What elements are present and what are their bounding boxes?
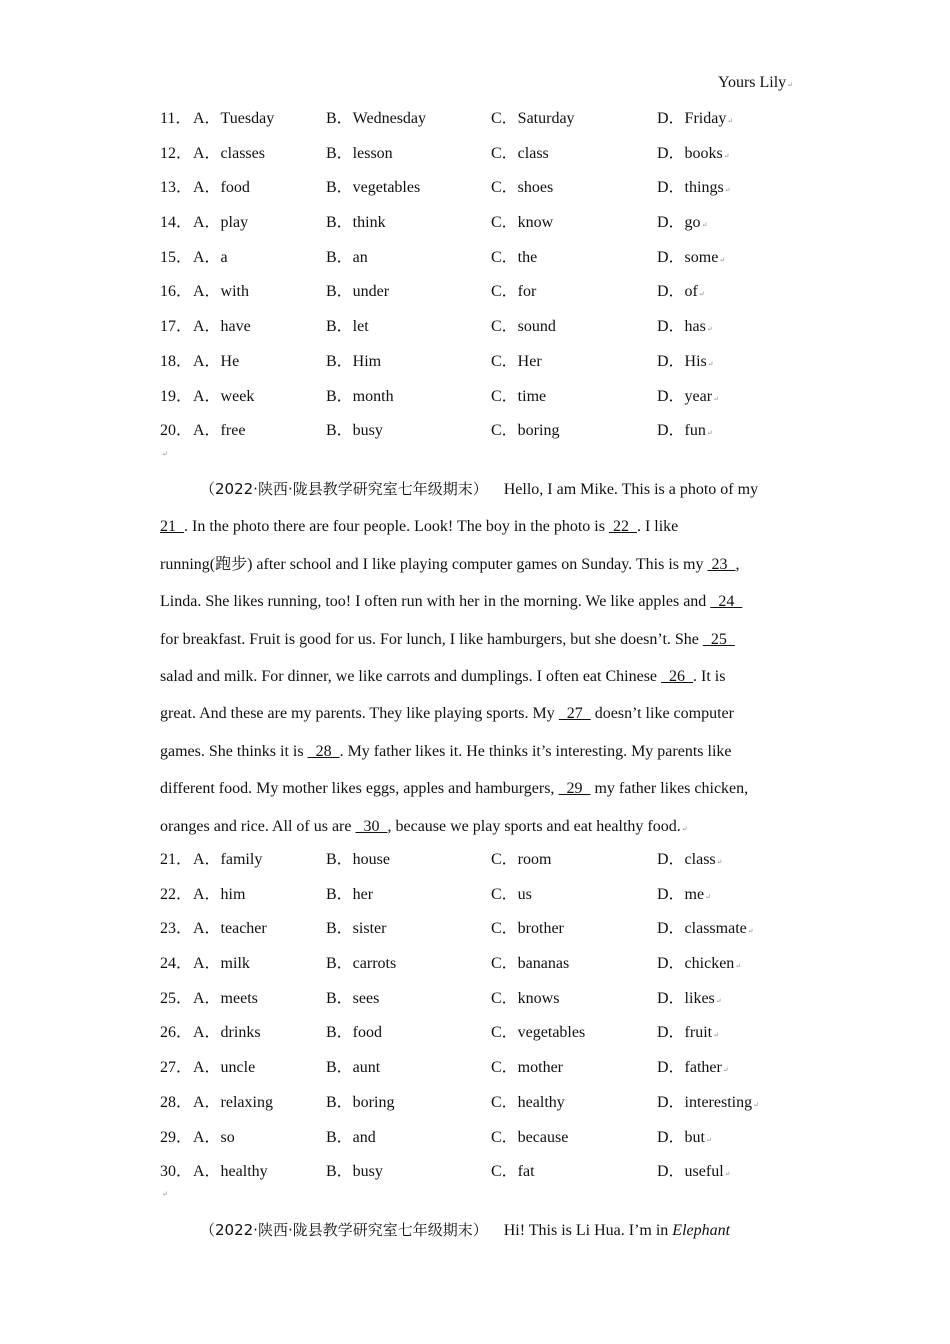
option-d: D．class↵ — [657, 851, 723, 868]
option-c: C．for — [491, 283, 537, 301]
question-row — [160, 414, 800, 449]
option-a: A．play — [193, 214, 249, 232]
option-d: D．some↵ — [657, 248, 726, 266]
blank-25: 25 — [702, 630, 735, 648]
option-d: D．likes↵ — [657, 989, 722, 1007]
option-d: D．go↵ — [657, 214, 708, 232]
option-a: A．week — [193, 387, 255, 405]
option-c: C．the — [491, 248, 538, 266]
option-c: C．because — [491, 1128, 569, 1146]
option-d: D．fun↵ — [657, 422, 713, 440]
option-b: B．boring — [326, 1093, 395, 1111]
question-number: 11． — [160, 110, 192, 127]
question-number: 20． — [160, 422, 193, 440]
question-number: 12． — [160, 144, 193, 162]
passage-line: oranges and rice. All of us are 30 , because we play sports and eat healthy food.↵ — [160, 817, 688, 835]
letter-signoff: Yours Lily↵ — [718, 74, 794, 91]
question-number: 14． — [160, 214, 193, 232]
question-number: 22． — [160, 885, 193, 903]
option-c: C．vegetables — [491, 1024, 586, 1042]
option-c: C．knows — [491, 989, 560, 1007]
passage-line: 21 . In the photo there are four people. Look! The boy in the photo is 22 . I like — [160, 518, 679, 536]
option-a: A．He — [193, 352, 240, 370]
option-c: C．shoes — [491, 179, 554, 197]
option-d: D．of↵ — [657, 283, 705, 301]
passage-line: Linda. She likes running, too! I often run with her in the morning. We like apples and 24 — [160, 593, 743, 611]
option-b: B．busy — [326, 1163, 383, 1181]
option-a: A．with — [193, 283, 250, 301]
question-row — [160, 310, 800, 345]
cloze-passage — [160, 471, 792, 845]
blank-29: 29 — [558, 780, 591, 798]
option-b: B．busy — [326, 422, 383, 440]
option-d: D．interesting↵ — [657, 1093, 759, 1111]
option-b: B．let — [326, 318, 369, 336]
paragraph-mark: ↵ — [162, 1190, 168, 1198]
option-b: B．aunt — [326, 1059, 381, 1077]
question-number: 21． — [160, 851, 193, 868]
question-row — [160, 1155, 800, 1190]
option-c: C．boring — [491, 422, 560, 440]
option-d: D．useful↵ — [657, 1163, 731, 1181]
option-b: B．lesson — [326, 144, 393, 162]
question-row — [160, 345, 800, 380]
question-number: 30． — [160, 1163, 193, 1181]
option-d: D．has↵ — [657, 318, 713, 336]
option-c: C．class — [491, 144, 549, 162]
option-d: D．classmate↵ — [657, 920, 754, 938]
question-row — [160, 275, 800, 310]
option-b: B．sees — [326, 989, 380, 1007]
option-d: D．His↵ — [657, 352, 714, 370]
option-a: A．a — [193, 248, 228, 266]
passage-line: great. And these are my parents. They like playing sports. My 27 doesn’t like computer — [160, 705, 734, 723]
question-row — [160, 1016, 800, 1051]
option-a: A．healthy — [193, 1163, 268, 1181]
option-c: C．know — [491, 214, 554, 232]
blank-22: 22 — [608, 518, 637, 536]
paragraph-mark: ↵ — [162, 450, 168, 458]
option-c: C．time — [491, 387, 547, 405]
option-d: D．things↵ — [657, 179, 731, 197]
option-b: B．Wednesday — [326, 110, 427, 127]
option-d: D．Friday↵ — [657, 110, 734, 127]
option-b: B．and — [326, 1128, 376, 1146]
question-row — [160, 241, 800, 276]
question-row — [160, 1121, 800, 1156]
option-a: A．uncle — [193, 1059, 256, 1077]
blank-27: 27 — [558, 705, 591, 723]
source-label: （2022·陕西·陇县教学研究室七年级期末） — [200, 1221, 488, 1239]
option-d: D．chicken↵ — [657, 955, 742, 973]
source-label: （2022·陕西·陇县教学研究室七年级期末） — [200, 480, 488, 498]
question-row — [160, 137, 800, 172]
option-d: D．me↵ — [657, 885, 711, 903]
question-row — [160, 912, 800, 947]
question-number: 19． — [160, 387, 193, 405]
blank-28: 28 — [307, 742, 340, 760]
passage-line: （2022·陕西·陇县教学研究室七年级期末） Hello, I am Mike. This is a photo of my — [200, 480, 759, 498]
question-number: 29． — [160, 1128, 193, 1146]
question-number: 23． — [160, 920, 193, 938]
option-a: A．relaxing — [193, 1093, 273, 1111]
option-c: C．room — [491, 851, 552, 868]
question-number: 17． — [160, 318, 193, 336]
option-a: A．Tuesday — [193, 110, 275, 127]
option-d: D．books↵ — [657, 144, 730, 162]
question-number: 26． — [160, 1024, 193, 1042]
option-c: C．sound — [491, 318, 556, 336]
question-row — [160, 171, 800, 206]
question-row — [160, 843, 800, 878]
question-row — [160, 1051, 800, 1086]
option-c: C．brother — [491, 920, 564, 938]
option-c: C．bananas — [491, 955, 570, 973]
question-list-11-20 — [160, 102, 800, 449]
option-a: A．meets — [193, 989, 258, 1007]
question-row — [160, 1086, 800, 1121]
option-d: D．but↵ — [657, 1128, 712, 1146]
question-row — [160, 947, 800, 982]
question-number: 18． — [160, 352, 193, 370]
option-b: B．an — [326, 248, 368, 266]
question-number: 24． — [160, 955, 193, 973]
option-b: B．food — [326, 1024, 383, 1042]
option-c: C．healthy — [491, 1093, 565, 1111]
option-a: A．family — [193, 851, 263, 868]
passage-line: running(跑步) after school and I like playing computer games on Sunday. This is my 23 , — [160, 555, 740, 573]
option-d: D．father↵ — [657, 1059, 729, 1077]
option-b: B．her — [326, 885, 374, 903]
option-a: A．so — [193, 1128, 235, 1146]
option-a: A．milk — [193, 955, 250, 973]
passage-line: for breakfast. Fruit is good for us. For lunch, I like hamburgers, but she doesn’t. She 25 — [160, 630, 735, 648]
option-c: C．mother — [491, 1059, 563, 1077]
option-c: C．us — [491, 885, 532, 903]
option-d: D．year↵ — [657, 387, 719, 405]
passage-line: salad and milk. For dinner, we like carrots and dumplings. I often eat Chinese 26 . It is — [160, 667, 726, 685]
option-a: A．him — [193, 885, 246, 903]
passage-line: games. She thinks it is 28 . My father likes it. He thinks it’s interesting. My parents like — [160, 742, 732, 760]
question-number: 27． — [160, 1059, 193, 1077]
question-row — [160, 102, 800, 137]
option-c: C．Saturday — [491, 110, 575, 127]
option-c: C．Her — [491, 352, 542, 370]
question-list-21-30 — [160, 843, 800, 1190]
option-b: B．think — [326, 214, 386, 232]
blank-24: 24 — [710, 593, 743, 611]
option-b: B．Him — [326, 352, 382, 370]
option-a: A．teacher — [193, 920, 267, 938]
question-row — [160, 380, 800, 415]
question-row — [160, 878, 800, 913]
passage-line: different food. My mother likes eggs, apples and hamburgers, 29 my father likes chicken, — [160, 780, 749, 798]
blank-30: 30 — [355, 817, 388, 835]
question-number: 16． — [160, 283, 193, 301]
option-b: B．vegetables — [326, 179, 421, 197]
option-d: D．fruit↵ — [657, 1024, 719, 1042]
option-a: A．have — [193, 318, 251, 336]
option-a: A．classes — [193, 144, 265, 162]
question-number: 15． — [160, 248, 193, 266]
option-a: A．drinks — [193, 1024, 261, 1042]
next-passage-intro: （2022·陕西·陇县教学研究室七年级期末） Hi! This is Li Hua. I’m in Elephant — [200, 1221, 731, 1239]
blank-26: 26 — [661, 667, 694, 685]
option-b: B．house — [326, 851, 391, 868]
question-number: 25． — [160, 989, 193, 1007]
question-number: 13． — [160, 179, 193, 197]
option-a: A．free — [193, 422, 246, 440]
option-b: B．carrots — [326, 955, 397, 973]
option-a: A．food — [193, 179, 250, 197]
option-c: C．fat — [491, 1163, 535, 1181]
question-row — [160, 982, 800, 1017]
blank-21: 21 — [160, 518, 184, 536]
option-b: B．under — [326, 283, 390, 301]
question-number: 28． — [160, 1093, 193, 1111]
blank-23: 23 — [707, 555, 736, 573]
option-b: B．month — [326, 387, 394, 405]
option-b: B．sister — [326, 920, 387, 938]
question-row — [160, 206, 800, 241]
